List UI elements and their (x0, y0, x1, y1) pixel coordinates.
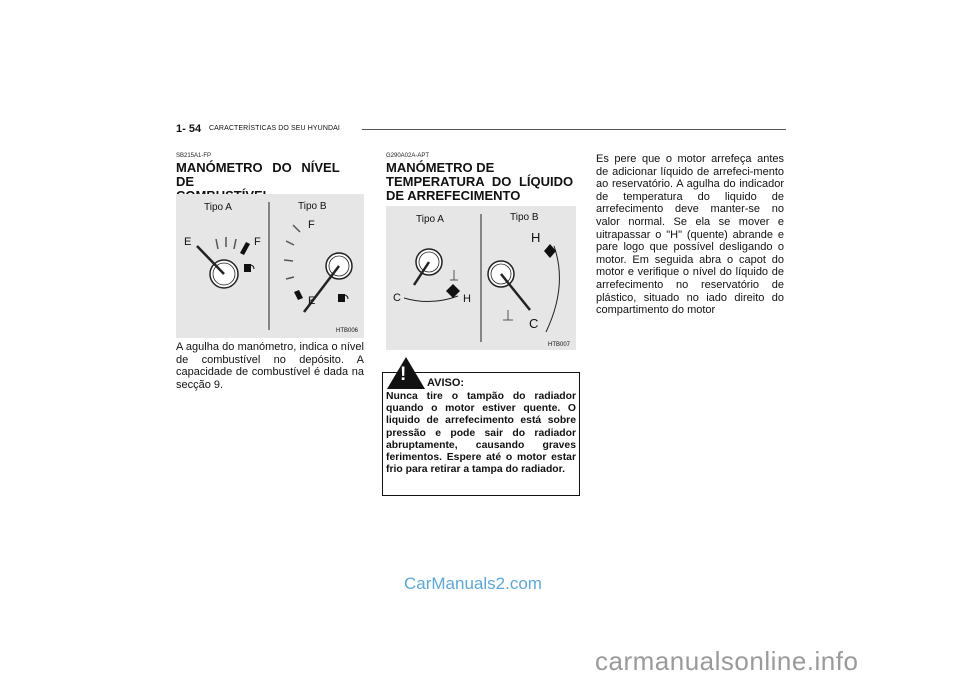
temp-a-hot-label: H (463, 293, 471, 305)
temp-figure-code: HTB007 (548, 342, 571, 348)
fuel-b-full-label: F (308, 219, 315, 231)
temp-b-hot-label: H (531, 230, 541, 245)
site-watermark: CarManuals2.com (404, 574, 542, 593)
fuel-type-a-label: Tipo A (204, 202, 232, 213)
temp-a-cold-label: C (393, 292, 401, 304)
fuel-a-full-label: F (254, 236, 261, 248)
section-title: CARACTERÍSTICAS DO SEU HYUNDAI (209, 125, 340, 132)
temp-heading: MANÓMETRO DE TEMPERATURA DO LÍQUIDO DE ARREFECIMENTO (386, 160, 574, 203)
temp-gauge-figure (386, 206, 576, 350)
header-rule (362, 129, 786, 130)
temp-b-cold-label: C (529, 316, 539, 331)
fuel-gauge-figure (176, 194, 364, 338)
fuel-heading: MANÓMETRO DO NÍVEL DE (176, 160, 340, 189)
footer-watermark: carmanualsonline.info (595, 646, 859, 676)
fuel-body-text: A agulha do manómetro, indica o nível de combustível no depósito. A capacidade de combustível é dada na secção 9. (176, 341, 364, 391)
fuel-section-code: SB215A1-FP (176, 153, 212, 159)
temp-section-code: G290A02A-APT (386, 153, 430, 159)
temp-type-b-label: Tipo B (510, 212, 539, 223)
fuel-type-b-label: Tipo B (298, 201, 327, 212)
warning-exclamation: ! (400, 364, 407, 385)
warning-box (382, 372, 580, 496)
fuel-b-empty-label: E (308, 295, 316, 307)
warning-triangle-icon (386, 356, 426, 390)
right-column-text: Es pere que o motor arrefeça antes de adicionar líquido de arrefeci-mento ao reservatório. A agulha do indicador de temperatura do liquido de arrefecimento deve manter-se no valor normal. Se ela se mover e uitrapassar o "H" (quente) abrande e pare logo que possível desligando o motor. Em seguida abra o capot do motor e verifique o nível do líquido de arrefecimento no reservatório de plástico, situado no iado direito do compartimento do motor (596, 153, 784, 317)
fuel-gauge-illustration (176, 194, 364, 338)
warning-title: AVISO: (427, 377, 465, 389)
warning-text: Nunca tire o tampão do radiador quando o motor estiver quente. O liquido de arrefecimento está sobre pressão e pode sair do radiador abruptamente, causando graves ferimentos. Espere até o motor estar frio para retirar a tampa do radiador. (386, 391, 576, 476)
temp-type-a-label: Tipo A (416, 214, 444, 225)
fuel-figure-code: HTB006 (336, 328, 359, 334)
page-number: 1- 54 (176, 123, 202, 135)
temp-gauge-illustration (386, 206, 576, 350)
fuel-a-empty-label: E (184, 236, 192, 248)
page-header (176, 123, 786, 137)
